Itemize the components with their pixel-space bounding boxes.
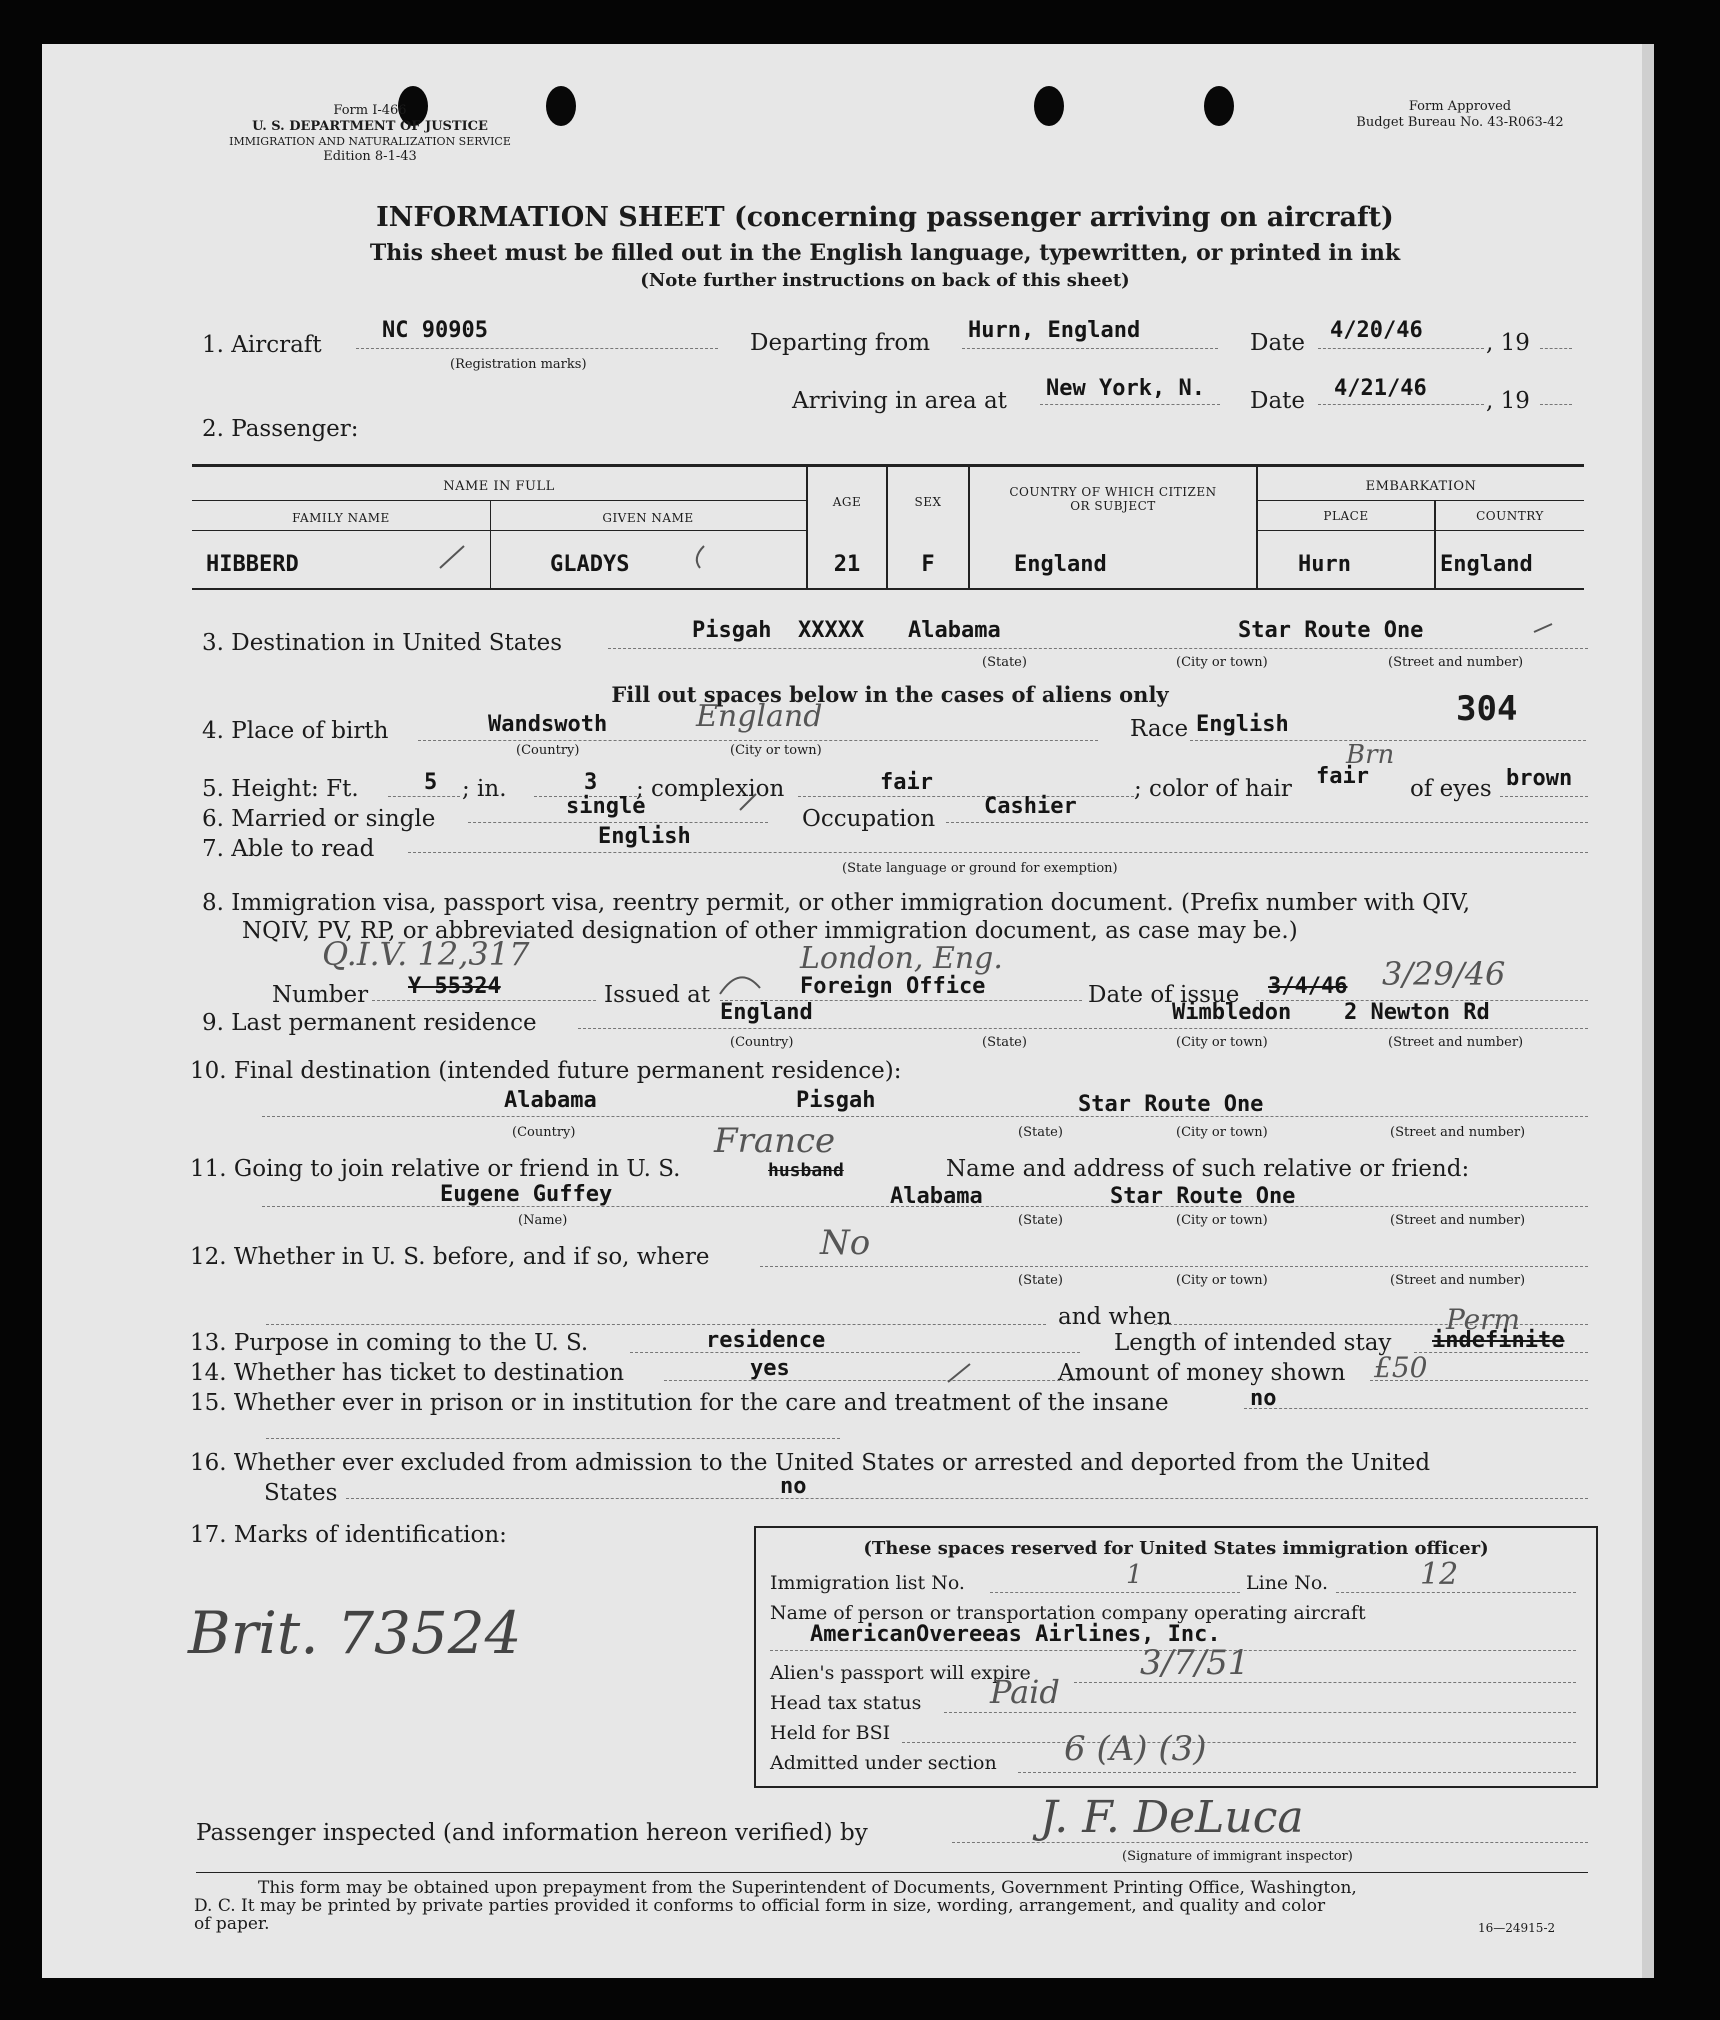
- service: IMMIGRATION AND NATURALIZATION SERVICE: [229, 135, 511, 148]
- money-handwriting: £50: [1374, 1351, 1428, 1384]
- purpose-value: residence: [706, 1328, 826, 1353]
- country-header: COUNTRY: [1476, 509, 1544, 523]
- country-caption-3: (Country): [512, 1125, 576, 1140]
- embarkation-header: EMBARKATION: [1365, 479, 1477, 494]
- issued-at-label: Issued at: [604, 982, 711, 1008]
- read-value: English: [598, 824, 691, 849]
- friend-state-value: Alabama: [890, 1184, 983, 1209]
- occupation-value: Cashier: [984, 794, 1077, 819]
- inspected-label: Passenger inspected (and information hereon verified) by: [196, 1820, 868, 1846]
- form-approved: Form Approved: [1408, 99, 1512, 114]
- aliens-only-heading: Fill out spaces below in the cases of aliens only: [611, 682, 1169, 707]
- prison-label: 15. Whether ever in prison or in institution for the care and treatment of the insane: [190, 1390, 1169, 1416]
- section-label: Admitted under section: [770, 1752, 997, 1774]
- visa-label-1: 8. Immigration visa, passport visa, reentry permit, or other immigration document. (Prefix number with QIV,: [202, 890, 1471, 916]
- eyes-label: of eyes: [1410, 776, 1492, 802]
- race-value: English: [1196, 712, 1289, 737]
- aircraft-value: NC 90905: [382, 318, 488, 343]
- year-label-2: , 19: [1486, 388, 1530, 414]
- head-tax-handwriting: Paid: [990, 1673, 1060, 1711]
- visa-place-handwriting: London, Eng.: [800, 941, 1003, 976]
- read-caption: (State language or ground for exemption): [842, 861, 1118, 876]
- occupation-label: Occupation: [802, 806, 936, 832]
- given-name-value: GLADYS: [550, 552, 630, 577]
- excluded-value: no: [780, 1474, 807, 1499]
- city-caption-4: (City or town): [1176, 1125, 1268, 1140]
- check-mark: [440, 546, 464, 568]
- name-in-full-header: NAME IN FULL: [443, 479, 555, 494]
- hair-label: ; color of hair: [1134, 776, 1292, 802]
- complexion-value: fair: [880, 770, 933, 795]
- friend-street-value: Star Route One: [1110, 1184, 1296, 1209]
- name-caption: (Name): [518, 1213, 568, 1228]
- check-mark: [1534, 624, 1552, 632]
- and-when-label: and when: [1058, 1304, 1172, 1330]
- budget-bureau: Budget Bureau No. 43-R063-42: [1356, 115, 1564, 130]
- emb-country-value: England: [1440, 552, 1533, 577]
- visa-date-handwriting: 3/29/46: [1382, 955, 1506, 993]
- state-caption-3: (State): [1018, 1125, 1063, 1140]
- stay-value: indefinite: [1432, 1328, 1565, 1353]
- money-label: Amount of money shown: [1058, 1360, 1346, 1386]
- hair-handwriting: Brn: [1346, 740, 1395, 770]
- going-join-label: 11. Going to join relative or friend in U. S.: [190, 1156, 681, 1182]
- initial-mark: [697, 546, 704, 568]
- dest-struck-value: XXXXX: [798, 618, 865, 643]
- number-label: Number: [272, 982, 369, 1008]
- head-tax-label: Head tax status: [770, 1692, 922, 1714]
- departing-label: Departing from: [750, 330, 931, 356]
- passenger-label: 2. Passenger:: [202, 416, 359, 442]
- form-number: Form I-466: [333, 103, 407, 118]
- page-subtitle: This sheet must be filled out in the English language, typewritten, or printed in ink: [369, 240, 1401, 266]
- state-caption-2: (State): [982, 1035, 1027, 1050]
- final-country-value: Alabama: [504, 1088, 597, 1113]
- excluded-label-1: 16. Whether ever excluded from admission to the United States or arrested and deported from the United: [190, 1450, 1431, 1476]
- year-label: , 19: [1486, 330, 1530, 356]
- passport-expire-label: Alien's passport will expire: [770, 1662, 1031, 1684]
- height-in-value: 3: [584, 770, 598, 795]
- friend-name-value: Eugene Guffey: [440, 1182, 613, 1207]
- street-caption-2: (Street and number): [1388, 1035, 1524, 1050]
- ink-scribble: [720, 977, 760, 994]
- place-header: PLACE: [1323, 509, 1369, 523]
- city-caption-5: (City or town): [1176, 1213, 1268, 1228]
- officer-box-title: (These spaces reserved for United States immigration officer): [863, 1538, 1489, 1559]
- destination-label: 3. Destination in United States: [202, 630, 563, 656]
- prison-value: no: [1250, 1386, 1277, 1411]
- visa-label-2: NQIV, PV, RP, or abbreviated designation of other immigration document, as case may be.): [242, 918, 1298, 944]
- marks-handwriting: Brit. 73524: [188, 1599, 522, 1667]
- city-caption-3: (City or town): [1176, 1035, 1268, 1050]
- dest-city-value: Alabama: [908, 618, 1001, 643]
- citizen-value: England: [1014, 552, 1107, 577]
- age-value: 21: [833, 552, 861, 577]
- citizen-header: COUNTRY OF WHICH CITIZEN: [1009, 485, 1217, 499]
- signature-caption: (Signature of immigrant inspector): [1122, 1849, 1353, 1864]
- date-issue-value: 3/4/46: [1268, 974, 1348, 999]
- family-name-value: HIBBERD: [206, 552, 299, 577]
- date-label: Date: [1250, 330, 1306, 356]
- citizen-header-2: OR SUBJECT: [1070, 499, 1156, 513]
- country-caption: (Country): [516, 743, 580, 758]
- excluded-label-2: States: [264, 1480, 338, 1506]
- edition: Edition 8-1-43: [323, 149, 417, 164]
- hair-value: fair: [1316, 764, 1369, 789]
- country-caption-2: (Country): [730, 1035, 794, 1050]
- arriving-label: Arriving in area at: [792, 388, 1007, 414]
- street-caption-5: (Street and number): [1390, 1273, 1526, 1288]
- aircraft-label: 1. Aircraft: [202, 332, 322, 358]
- dest-street-value: Star Route One: [1238, 618, 1424, 643]
- line-no-handwriting: 12: [1420, 1557, 1459, 1592]
- family-name-header: FAMILY NAME: [292, 511, 390, 525]
- complexion-label: ; complexion: [636, 776, 785, 802]
- emb-place-value: Hurn: [1298, 552, 1351, 577]
- state-caption-5: (State): [1018, 1273, 1063, 1288]
- name-address-label: Name and address of such relative or friend:: [946, 1156, 1470, 1182]
- last-residence-label: 9. Last permanent residence: [202, 1010, 537, 1036]
- us-before-handwriting: No: [820, 1223, 871, 1263]
- last-city-value: Wimbledon: [1172, 1000, 1292, 1025]
- footer-line-2: D. C. It may be printed by private parties provided it conforms to official form in size, wording, arrangement, and quality and color: [194, 1896, 1326, 1916]
- city-caption-2: (City or town): [730, 743, 822, 758]
- final-state-value: Pisgah: [796, 1088, 876, 1113]
- last-country-value: England: [720, 1000, 813, 1025]
- check-mark: [740, 794, 756, 810]
- given-name-header: GIVEN NAME: [602, 511, 694, 525]
- section-handwriting: 6 (A) (3): [1064, 1729, 1207, 1769]
- join-handwriting: France: [714, 1121, 836, 1161]
- departing-value: Hurn, England: [968, 318, 1141, 343]
- married-label: 6. Married or single: [202, 806, 436, 832]
- date-label-2: Date: [1250, 388, 1306, 414]
- check-mark: [948, 1364, 970, 1382]
- inch-label: ; in.: [462, 776, 507, 802]
- line-no-label: Line No.: [1246, 1572, 1328, 1594]
- birth-label: 4. Place of birth: [202, 718, 389, 744]
- depart-date-value: 4/20/46: [1330, 318, 1423, 343]
- expire-handwriting: 3/7/51: [1140, 1643, 1250, 1683]
- read-label: 7. Able to read: [202, 836, 375, 862]
- marital-value: single: [566, 794, 646, 819]
- eyes-value: brown: [1506, 766, 1573, 791]
- arriving-value: New York, N.: [1046, 376, 1205, 401]
- page-title: INFORMATION SHEET (concerning passenger arriving on aircraft): [376, 202, 1394, 233]
- dest-state-value: Pisgah: [692, 618, 772, 643]
- age-header: AGE: [832, 495, 862, 509]
- list-no-handwriting: 1: [1126, 1560, 1143, 1590]
- final-street-value: Star Route One: [1078, 1092, 1264, 1117]
- stamp-number: 304: [1456, 689, 1518, 729]
- city-caption: (City or town): [1176, 655, 1268, 670]
- ticket-label: 14. Whether has ticket to destination: [190, 1360, 625, 1386]
- birth-city-handwriting: England: [696, 699, 823, 734]
- city-caption-6: (City or town): [1176, 1273, 1268, 1288]
- purpose-label: 13. Purpose in coming to the U. S.: [190, 1330, 589, 1356]
- state-caption: (State): [982, 655, 1027, 670]
- stay-handwriting: Perm: [1446, 1303, 1521, 1336]
- page-note: (Note further instructions on back of this sheet): [640, 270, 1130, 291]
- final-dest-label: 10. Final destination (intended future permanent residence):: [190, 1058, 902, 1084]
- marks-label: 17. Marks of identification:: [190, 1522, 507, 1548]
- last-street-value: 2 Newton Rd: [1344, 1000, 1490, 1025]
- date-issue-label: Date of issue: [1088, 982, 1240, 1008]
- footer-line-1: This form may be obtained upon prepayment from the Superintendent of Documents, Government Printing Office, Washington,: [258, 1878, 1357, 1898]
- bsi-label: Held for BSI: [770, 1722, 891, 1744]
- issued-at-value: Foreign Office: [800, 974, 986, 999]
- height-label: 5. Height: Ft.: [202, 776, 359, 802]
- department: U. S. DEPARTMENT OF JUSTICE: [252, 119, 488, 134]
- footer-form-number: 16—24915-2: [1478, 1921, 1556, 1935]
- arrive-date-value: 4/21/46: [1334, 376, 1427, 401]
- height-ft-value: 5: [424, 770, 438, 795]
- length-label: Length of intended stay: [1114, 1330, 1392, 1356]
- us-before-label: 12. Whether in U. S. before, and if so, where: [190, 1244, 710, 1270]
- join-struck-value: husband: [768, 1160, 844, 1181]
- visa-number-handwriting: Q.I.V. 12,317: [322, 935, 530, 973]
- sex-value: F: [921, 552, 935, 577]
- ticket-value: yes: [750, 1356, 790, 1381]
- birth-country-value: Wandswoth: [488, 712, 608, 737]
- street-caption-3: (Street and number): [1390, 1125, 1526, 1140]
- footer-line-3: of paper.: [194, 1914, 270, 1934]
- state-caption-4: (State): [1018, 1213, 1063, 1228]
- number-value: Y 55324: [408, 974, 501, 999]
- list-no-label: Immigration list No.: [770, 1572, 965, 1594]
- race-label: Race: [1130, 716, 1189, 742]
- registration-caption: (Registration marks): [450, 357, 587, 372]
- operator-label: Name of person or transportation company operating aircraft: [770, 1602, 1366, 1624]
- sex-header: SEX: [914, 495, 942, 509]
- inspector-signature: J. F. DeLuca: [1040, 1792, 1304, 1843]
- operator-value: AmericanOvereeas Airlines, Inc.: [810, 1622, 1221, 1647]
- street-caption-4: (Street and number): [1390, 1213, 1526, 1228]
- street-caption: (Street and number): [1388, 655, 1524, 670]
